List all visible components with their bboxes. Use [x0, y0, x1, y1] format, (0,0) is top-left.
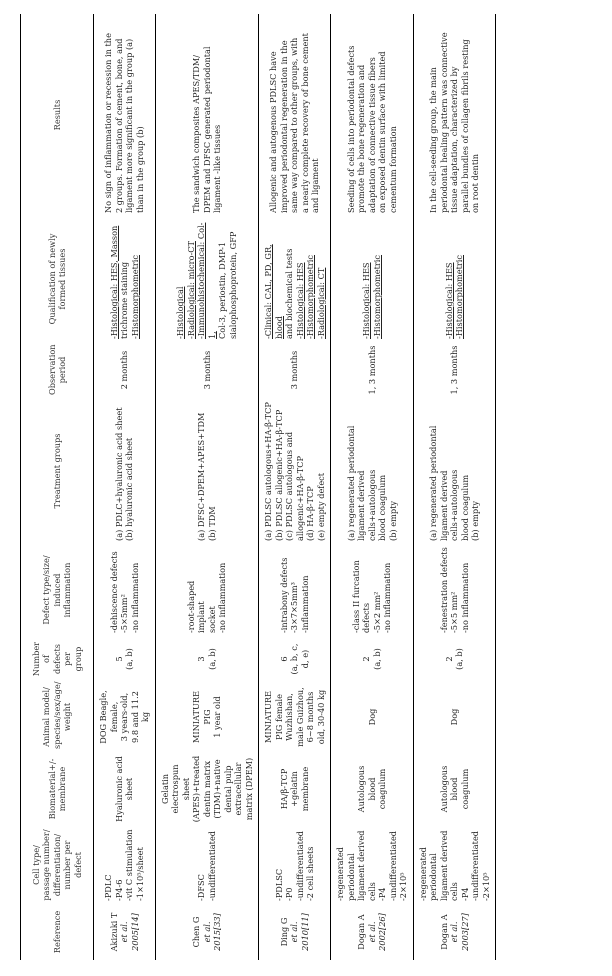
- cell-type-cell: [259, 826, 331, 904]
- cell-line: et al. 2015[33]: [201, 913, 222, 951]
- animal-model-cell: [413, 682, 496, 752]
- cell-line: -regenerated: [335, 847, 345, 901]
- results-cell: [331, 14, 414, 216]
- cell-line: 6: [278, 656, 289, 662]
- cell-line: allogenic+HA-β-TCP: [294, 455, 305, 541]
- cell-line: dentin matrix: [201, 760, 212, 818]
- results-cell: [413, 14, 496, 216]
- cell-line: improved periodontal regeneration in the: [278, 40, 289, 213]
- cell-line: 1, 3 months: [366, 345, 377, 395]
- table-row: [155, 14, 259, 960]
- results-cell: [94, 14, 156, 216]
- defect-type-cell: [413, 544, 496, 636]
- cell-line: -Histological: HES: [361, 262, 372, 339]
- qualification-cell: [413, 216, 496, 342]
- cell-line: same way compared to other groups, with: [289, 37, 300, 213]
- cell-line: PIG: [201, 709, 212, 725]
- biomaterial-cell: [413, 752, 496, 826]
- cell-line: et al. 2003[27]: [449, 913, 470, 951]
- cell-type-cell: [94, 826, 156, 904]
- cell-line: extracellular: [233, 762, 243, 816]
- animal-model-cell: [259, 682, 331, 752]
- cell-line: -PDLSC: [273, 868, 284, 901]
- cell-line: -2×10⁵: [480, 872, 491, 901]
- cell-type-cell: [331, 826, 414, 904]
- cell-line: sheet: [124, 777, 135, 801]
- cell-line: parallel bundles of collagen fibrils resting: [459, 39, 470, 213]
- cell-line: Akizuki T: [108, 912, 119, 952]
- cell-line: promote the bone regeneration and: [356, 64, 366, 213]
- cell-line: (b) empty: [387, 501, 398, 541]
- cell-line: (b) TDM: [206, 506, 217, 541]
- cell-line: -class II furcation: [350, 560, 361, 633]
- cell-line: -no inflammation: [217, 562, 228, 633]
- cell-line: -2 cell sheets: [305, 846, 315, 901]
- cell-type-cell: [413, 826, 496, 904]
- header-cell: Treatment groups: [21, 398, 94, 544]
- cell-line: periodontal: [428, 853, 438, 901]
- qualification-cell: [259, 216, 331, 342]
- table-row: [94, 14, 156, 960]
- cell-line: In the cell-seeding group, the main: [428, 67, 438, 213]
- defect-type-cell: [259, 544, 331, 636]
- cell-line: et al. 2005[14]: [119, 913, 140, 951]
- observation-period-cell: [331, 342, 414, 398]
- cell-line: 2 months: [119, 350, 129, 390]
- observation-period-cell: [259, 342, 331, 398]
- cell-line: membrane: [299, 766, 310, 812]
- cell-line: -Histological: [175, 286, 186, 339]
- cell-line: -dehiscence defects: [108, 551, 119, 633]
- cell-line: Dogan A: [356, 914, 366, 950]
- biomaterial-cell: [155, 752, 259, 826]
- biomaterial-cell: [259, 752, 331, 826]
- cell-line: Col-3, periostin, DMP-1: [217, 241, 228, 339]
- cell-line: Dogan A: [438, 914, 449, 950]
- header-cell: Qualification of newly formed tissues: [21, 216, 94, 342]
- cell-line: 6~8 months: [305, 691, 315, 743]
- header-cell: Number of defects per group: [21, 636, 94, 682]
- cell-line: 2: [443, 656, 454, 662]
- cell-line: -undifferentiated: [294, 830, 305, 901]
- cell-line: electrospun sheet: [170, 764, 191, 814]
- cell-line: (a, b): [124, 648, 135, 670]
- reference-cell: [331, 904, 414, 960]
- cell-line: ligament derived: [438, 830, 449, 901]
- cell-line: ligament derived cells+autologous: [356, 469, 377, 541]
- cell-line: -vit C stimulation: [124, 829, 135, 901]
- cell-line: periodontal healing pattern was connective: [438, 32, 449, 213]
- header-cell: Animal model/ species/sex/age/ weight: [21, 682, 94, 752]
- cell-line: female,: [108, 701, 119, 733]
- cell-line: cementum formation: [387, 126, 398, 213]
- cell-line: and biochemical tests: [284, 248, 294, 339]
- cell-line: -Histomorphometric: [305, 254, 315, 339]
- header-cell: Observation period: [21, 342, 94, 398]
- cell-line: -1×10⁵/sheet: [134, 847, 145, 901]
- treatment-groups-cell: [259, 398, 331, 544]
- cell-line: coagulum: [377, 768, 387, 810]
- cell-line: trichrome staining: [119, 261, 129, 339]
- cell-line: -Radiological: micro-CT: [185, 241, 196, 339]
- cell-line: (a) PDLSC autologous+HA-β-TCP: [263, 402, 273, 541]
- reference-cell: [259, 904, 331, 960]
- cell-line: -no inflammation: [382, 562, 393, 633]
- cell-line: No sign of inflammation or recession in the: [103, 33, 114, 213]
- cell-line: ligament -like tissues: [212, 124, 222, 213]
- qualification-cell: [331, 216, 414, 342]
- cell-line: (a) PDLC+hyaluronic acid sheet: [113, 407, 124, 541]
- reference-cell: [155, 904, 259, 960]
- qualification-cell: [155, 216, 259, 342]
- defects-count-cell: [94, 636, 156, 682]
- cell-line: -P4: [377, 887, 387, 901]
- cell-line: DPEM and DFSC generated periodontal: [201, 46, 212, 213]
- animal-model-cell: [94, 682, 156, 752]
- cell-line: -root-shaped implant: [185, 580, 207, 633]
- cell-line: -Histomorphometric: [454, 254, 465, 339]
- cell-line: dental pulp: [222, 765, 233, 813]
- cell-line: 2: [361, 656, 372, 662]
- cell-line: -Histological: HES: [443, 262, 454, 339]
- cell-line: Dog: [366, 708, 377, 726]
- cell-line: Gelatin: [159, 773, 170, 805]
- cell-line: blood coagulum: [459, 474, 470, 541]
- cell-line: Allogenic and autogenous PDLSC have: [268, 51, 279, 213]
- cell-line: (b) hyaluronic acid sheet: [124, 437, 135, 541]
- cell-line: 3 years-old,: [119, 692, 129, 742]
- treatment-groups-cell: [331, 398, 414, 544]
- cell-line: coagulum: [459, 768, 470, 810]
- cell-line: on exposed dentin surface with limited: [377, 51, 387, 213]
- cell-line: (a) DFSC+DPEM+APES+TDM: [196, 412, 207, 541]
- cell-line: -P4-6: [113, 879, 124, 901]
- cell-line: -Histological: HES: [294, 262, 305, 339]
- biomaterial-cell: [331, 752, 414, 826]
- cell-line: Wuzhishan,: [284, 693, 294, 741]
- cell-line: a nearly complete recovery of bone cement: [299, 33, 310, 213]
- cell-line: matrix (DPEM): [243, 757, 254, 821]
- cell-line: than in the group (b): [134, 126, 145, 213]
- cell-line: sialophosphoprotein, GFP: [227, 231, 238, 339]
- cell-line: cells: [366, 882, 377, 901]
- table-row: [259, 14, 331, 960]
- header-cell: Biomaterial+/- membrane: [21, 752, 94, 826]
- cell-line: -no inflammation: [459, 562, 470, 633]
- cell-line: et al. 2002[26]: [366, 913, 387, 951]
- defects-count-cell: [413, 636, 496, 682]
- defects-count-cell: [259, 636, 331, 682]
- cell-line: -Histomorphometric: [371, 254, 382, 339]
- cell-type-cell: [155, 826, 259, 904]
- cell-line: male Guizhou,: [294, 687, 305, 747]
- cell-line: (APES)+treated: [191, 755, 201, 823]
- cell-line: MINIATURE: [263, 691, 273, 743]
- cell-line: 3 months: [289, 350, 300, 390]
- header-cell: Cell type/ passage number/ differentiation/ number per defect: [21, 826, 94, 904]
- cell-line: on root dentin: [470, 153, 480, 213]
- cell-line: old, 30-40 kg: [315, 689, 326, 745]
- qualification-cell: [94, 216, 156, 342]
- cell-line: Autologous blood: [356, 765, 377, 813]
- cell-line: -Immunohistochemical: Col-1,: [196, 222, 217, 339]
- cell-line: -5×5 mm²: [449, 591, 459, 633]
- cell-line: DOG Beagle,: [98, 690, 108, 744]
- cell-line: defects: [361, 602, 372, 633]
- cell-line: periodontal: [345, 853, 356, 901]
- reference-cell: [94, 904, 156, 960]
- cell-line: tissue adaptation, characterized by: [449, 66, 459, 213]
- cell-line: 1 year old: [212, 696, 222, 738]
- cell-line: -P4: [459, 887, 470, 901]
- cell-line: cells: [449, 882, 459, 901]
- cell-line: (b) empty: [470, 501, 480, 541]
- cell-line: -intrabony defects: [278, 557, 289, 633]
- cell-line: (TDM)+native: [212, 759, 222, 819]
- cell-line: HA/β-TCP: [278, 768, 289, 810]
- cell-line: ligament derived cells+autologous: [438, 469, 459, 541]
- observation-period-cell: [413, 342, 496, 398]
- cell-line: -5×2 mm²: [371, 591, 382, 633]
- reference-cell: [413, 904, 496, 960]
- cell-line: (a, b): [454, 648, 465, 670]
- cell-line: 1, 3 months: [449, 345, 459, 395]
- cell-line: (b) PDLSC allogenic+HA-β-TCP: [273, 409, 284, 541]
- cell-line: +gelatin: [289, 771, 300, 807]
- cell-line: -DFSC: [196, 874, 207, 901]
- cell-line: (a, b, c, d, e): [289, 643, 310, 675]
- cell-line: -Histomorphometric: [129, 254, 140, 339]
- cell-line: -P0: [284, 887, 294, 901]
- cell-line: -undifferentiated: [387, 830, 398, 901]
- cell-line: -Histological: HES, Masson: [108, 225, 119, 339]
- cell-line: -5×5mm²: [119, 594, 129, 633]
- cell-line: -2×10⁵: [398, 872, 408, 901]
- cell-line: (e) empty defect: [315, 472, 326, 541]
- treatment-groups-cell: [94, 398, 156, 544]
- cell-line: (c) PDLSC autologous and: [284, 431, 294, 541]
- cell-line: blood coagulum: [377, 474, 387, 541]
- cell-line: ligament derived: [356, 830, 366, 901]
- cell-line: PIG female: [273, 694, 284, 740]
- biomaterial-cell: [94, 752, 156, 826]
- cell-line: -fenestration defects: [438, 547, 449, 633]
- treatment-groups-cell: [413, 398, 496, 544]
- cell-line: Hyaluronic acid: [113, 756, 124, 822]
- cell-line: 2 groups. Formation of cement, bone, and: [113, 38, 124, 213]
- animal-model-cell: [155, 682, 259, 752]
- defect-type-cell: [155, 544, 259, 636]
- cell-line: Seeding of cells into periodontal defects: [345, 45, 356, 213]
- cell-line: (d) HA-β-TCP: [305, 486, 315, 541]
- cell-line: Ding G: [278, 917, 289, 947]
- cell-line: and ligament: [310, 158, 321, 213]
- cell-line: -regenerated: [417, 847, 428, 901]
- observation-period-cell: [94, 342, 156, 398]
- animal-model-cell: [331, 682, 414, 752]
- defect-type-cell: [331, 544, 414, 636]
- cell-line: -PDLC: [103, 874, 114, 901]
- header-row: [21, 14, 94, 960]
- cell-line: 3: [196, 656, 207, 662]
- treatment-groups-cell: [155, 398, 259, 544]
- header-cell: Defect type/size/ induced inflammation: [21, 544, 94, 636]
- cell-line: 9.8 and 11.2 kg: [129, 691, 150, 743]
- cell-line: (a, b): [371, 648, 382, 670]
- cell-line: et al. 2010[11]: [289, 913, 310, 951]
- results-cell: [259, 14, 331, 216]
- cell-line: The sandwich composites APES/TDM/: [191, 54, 201, 213]
- defects-count-cell: [155, 636, 259, 682]
- cell-line: (a) regenerated periodontal: [345, 425, 356, 541]
- cell-line: ligament more significant in the group (a): [124, 38, 135, 213]
- cell-line: 3 months: [201, 350, 212, 390]
- cell-line: Autologous blood: [438, 765, 459, 813]
- table-row: [413, 14, 496, 960]
- observation-period-cell: [155, 342, 259, 398]
- header-cell: Reference: [21, 904, 94, 960]
- cell-line: Chen G: [191, 916, 201, 948]
- table-row: [331, 14, 414, 960]
- cell-line: socket: [206, 606, 217, 633]
- results-cell: [155, 14, 259, 216]
- cell-line: adaptation of connective tissue fibers: [366, 57, 377, 213]
- cell-line: -no inflammation: [129, 562, 140, 633]
- cell-line: (a, b): [206, 648, 217, 670]
- cell-line: -Radiological: CT: [315, 267, 326, 339]
- cell-line: -undifferentiated: [470, 830, 480, 901]
- header-cell: Results: [21, 14, 94, 216]
- cell-line: 5: [113, 656, 124, 662]
- studies-table: [20, 14, 496, 960]
- cell-line: -Clinical: CAL, PD, GR, blood: [263, 244, 284, 339]
- cell-line: -inflammation: [299, 575, 310, 633]
- cell-line: MINIATURE: [191, 691, 201, 743]
- defects-count-cell: [331, 636, 414, 682]
- cell-line: Dog: [449, 708, 459, 726]
- cell-line: -3×7×5mm³: [289, 582, 300, 633]
- defect-type-cell: [94, 544, 156, 636]
- cell-line: (a) regenerated periodontal: [428, 425, 438, 541]
- cell-line: -undifferentiated: [206, 830, 217, 901]
